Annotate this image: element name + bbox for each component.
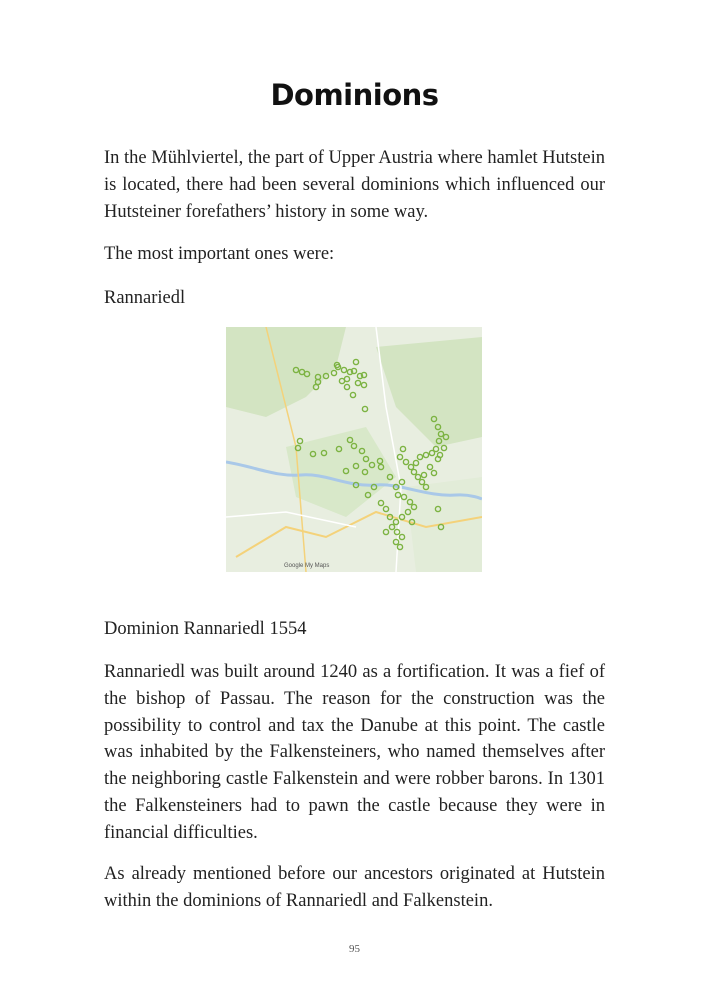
important-paragraph: The most important ones were: xyxy=(104,244,335,264)
rannariedl-heading: Rannariedl xyxy=(104,288,186,308)
page-number: 95 xyxy=(349,943,360,955)
map-caption: Dominion Rannariedl 1554 xyxy=(104,619,307,639)
page-title: Dominions xyxy=(270,78,439,112)
intro-paragraph: In the Mühlviertel, the part of Upper Austria where hamlet Hutstein is located, there had been several dominions which influenced our Hutsteiner forefathers’ history in some way. xyxy=(104,148,605,222)
ancestors-paragraph: As already mentioned before our ancestors originated at Hutstein within the dominions of Rannariedl and Falkenstein. xyxy=(104,864,605,911)
map-attribution: Google My Maps xyxy=(284,563,330,569)
history-paragraph: Rannariedl was built around 1240 as a fortification. It was a fief of the bishop of Passau. The reason for the construction was the possibility to control and tax the Danube at this point. The castle was inhabited by the Falkensteiners, who named themselves after the neighboring castle Falkenstein and were robber barons. In 1301 the Falkensteiners had to pawn the castle because they were in financial difficulties. xyxy=(104,662,605,843)
dominion-map xyxy=(226,327,482,572)
